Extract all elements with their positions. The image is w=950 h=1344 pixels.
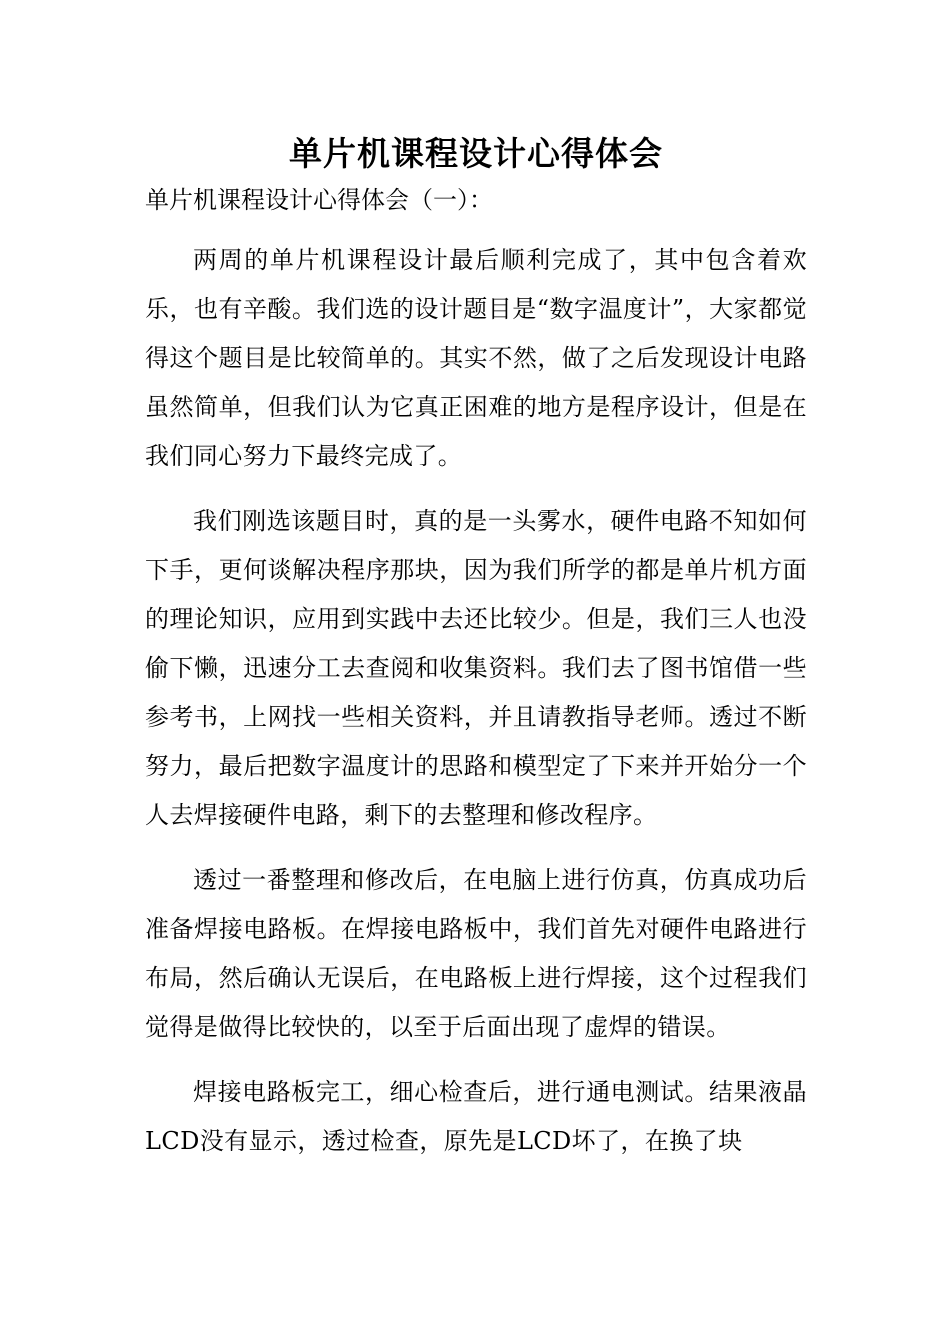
paragraph-4: 焊接电路板完工，细心检查后，进行通电测试。结果液晶LCD没有显示，透过检查，原先是LCD坏了，在换了块 <box>145 1078 807 1155</box>
paragraph-2: 我们刚选该题目时，真的是一头雾水，硬件电路不知如何下手，更何谈解决程序那块，因为我们所学的都是单片机方面的理论知识，应用到实践中去还比较少。但是，我们三人也没偷下懒，迅速分工去查阅和收集资料。我们去了图书馆借一些参考书，上网找一些相关资料，并且请教指导老师。透过不断努力，最后把数字温度计的思路和模型定了下来并开始分一个人去焊接硬件电路，剩下的去整理和修改程序。 <box>145 507 807 829</box>
document-page <box>145 130 807 1166</box>
paragraph-1: 两周的单片机课程设计最后顺利完成了，其中包含着欢乐，也有辛酸。我们选的设计题目是“数字温度计”，大家都觉得这个题目是比较简单的。其实不然，做了之后发现设计电路虽然简单，但我们认为它真正困难的地方是程序设计，但是在我们同心努力下最终完成了。 <box>145 246 807 470</box>
document-title: 单片机课程设计心得体会 <box>289 134 663 173</box>
paragraph-3: 透过一番整理和修改后，在电脑上进行仿真，仿真成功后准备焊接电路板。在焊接电路板中，我们首先对硬件电路进行布局，然后确认无误后，在电路板上进行焊接，这个过程我们觉得是做得比较快的，以至于后面出现了虚焊的错误。 <box>145 866 807 1041</box>
document-subtitle: 单片机课程设计心得体会（一）： <box>145 186 493 214</box>
